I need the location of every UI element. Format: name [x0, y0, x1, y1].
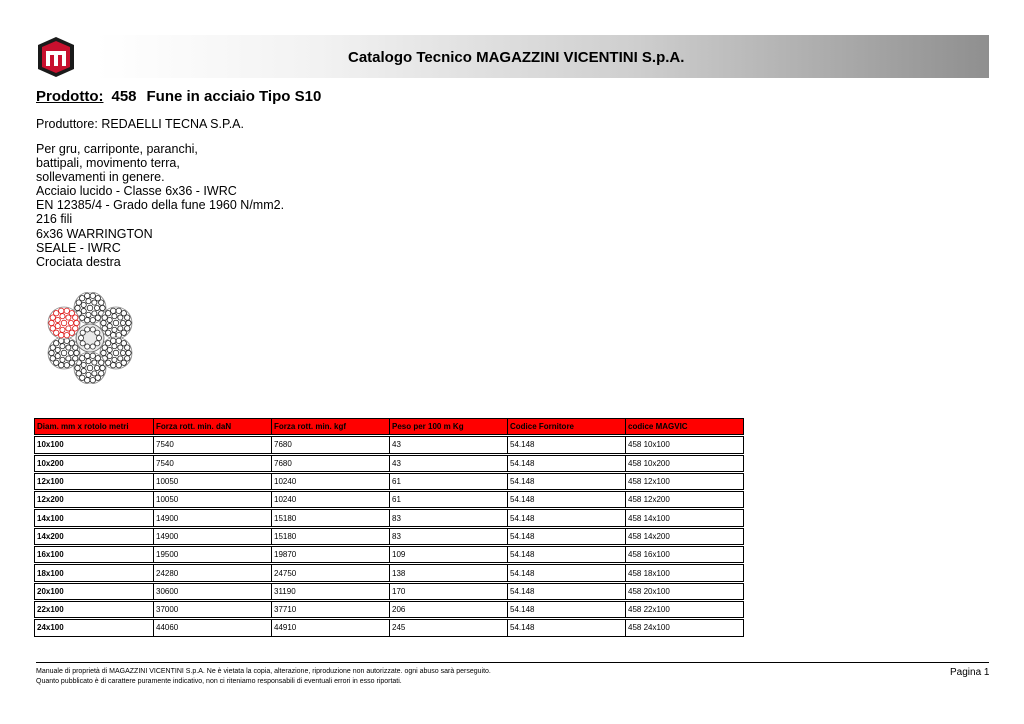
table-row: [35, 601, 744, 617]
rope-wire: [74, 350, 79, 355]
rope-wire: [86, 372, 91, 377]
table-cell: 7540: [154, 437, 272, 453]
rope-wire: [95, 330, 100, 335]
table-cell: 54.148: [508, 437, 626, 453]
table-cell: 7680: [272, 455, 390, 471]
table-cell: 458 22x100: [626, 601, 744, 617]
rope-wire: [80, 356, 85, 361]
rope-wire: [94, 365, 99, 370]
rope-wire: [116, 338, 121, 343]
column-header: Forza rott. min. kgf: [272, 419, 390, 435]
disclaimer-line: Quanto pubblicato è di carattere puramente indicativo, non ci riteniamo responsabili di eventuali errori in esso riportati.: [36, 678, 402, 685]
rope-wire: [118, 356, 123, 361]
table-row: [35, 528, 744, 544]
table-cell: 458 18x100: [626, 565, 744, 581]
rope-wire: [126, 320, 131, 325]
rope-wire: [116, 308, 121, 313]
rope-wire: [81, 302, 86, 307]
table-cell: 54.148: [508, 583, 626, 599]
rope-wire: [90, 317, 95, 322]
footer-notes: [36, 667, 491, 687]
description-line: Acciaio lucido - Classe 6x36 - IWRC: [36, 184, 237, 199]
rope-wire: [59, 308, 64, 313]
product-heading: [36, 88, 321, 105]
rope-wire: [107, 317, 112, 322]
description-line: battipali, movimento terra,: [36, 156, 180, 171]
table-cell: 14900: [154, 528, 272, 544]
column-header: Forza rott. min. daN: [154, 419, 272, 435]
size-cell: 14x100: [35, 510, 154, 526]
rope-wire: [87, 305, 93, 311]
rope-wire: [95, 341, 100, 346]
table-row: [35, 510, 744, 526]
rope-wire: [68, 320, 73, 325]
rope-wire: [107, 323, 112, 328]
description-line: EN 12385/4 - Grado della fune 1960 N/mm2.: [36, 198, 285, 213]
page-number: Pagina 1: [950, 667, 990, 678]
table-cell: 458 14x200: [626, 528, 744, 544]
table-cell: 138: [390, 565, 508, 581]
rope-wire: [99, 300, 104, 305]
table-cell: 109: [390, 547, 508, 563]
rope-wire: [55, 353, 60, 358]
rope-wire: [116, 362, 121, 367]
size-cell: 12x200: [35, 492, 154, 508]
size-cell: 10x100: [35, 437, 154, 453]
product-name: Fune in acciaio Tipo S10: [146, 88, 322, 105]
rope-wire: [64, 332, 69, 337]
table-cell: 170: [390, 583, 508, 599]
rope-wire: [86, 299, 91, 304]
table-cell: 10050: [154, 492, 272, 508]
column-header: Codice Fornitore: [508, 419, 626, 435]
product-description: [36, 142, 284, 269]
table-cell: 54.148: [508, 455, 626, 471]
rope-wire: [66, 345, 71, 350]
rope-wire: [55, 323, 60, 328]
table-cell: 44060: [154, 620, 272, 636]
size-cell: 16x100: [35, 547, 154, 563]
rope-wire: [113, 350, 119, 356]
rope-wire: [60, 314, 65, 319]
rope-wire: [81, 368, 86, 373]
rope-wire: [54, 311, 59, 316]
description-line: SEALE - IWRC: [36, 240, 121, 255]
producer-text: Produttore: REDAELLI TECNA S.P.A.: [36, 117, 244, 131]
rope-wire: [74, 320, 79, 325]
rope-wire: [61, 320, 67, 326]
magvic-logo-icon: [36, 36, 76, 78]
table-cell: 54.148: [508, 528, 626, 544]
product-label: Prodotto:: [36, 88, 104, 105]
size-cell: 14x200: [35, 528, 154, 544]
rope-wire: [64, 308, 69, 313]
table-cell: 83: [390, 528, 508, 544]
rope-wire: [66, 315, 71, 320]
table-row: [35, 473, 744, 489]
rope-wire: [87, 365, 93, 371]
description-line: Per gru, carriponte, paranchi,: [36, 142, 198, 156]
rope-wire: [86, 359, 91, 364]
rope-cross-section-image: [35, 292, 147, 384]
rope-wire: [112, 357, 117, 362]
table-cell: 31190: [272, 583, 390, 599]
column-header: codice MAGVIC: [626, 419, 744, 435]
rope-wire: [66, 356, 71, 361]
table-cell: 24750: [272, 565, 390, 581]
rope-wire: [49, 350, 54, 355]
rope-wire: [92, 371, 97, 376]
table-row: [35, 547, 744, 563]
table-cell: 458 10x200: [626, 455, 744, 471]
rope-wire: [94, 305, 99, 310]
rope-wire: [90, 293, 95, 298]
table-cell: 61: [390, 473, 508, 489]
rope-wire: [55, 317, 60, 322]
rope-wire: [59, 362, 64, 367]
size-cell: 18x100: [35, 565, 154, 581]
spec-table: [34, 418, 744, 637]
rope-wire: [92, 300, 97, 305]
rope-wire: [105, 341, 110, 346]
rope-wire: [80, 296, 85, 301]
rope-wire: [99, 360, 104, 365]
rope-wire: [92, 360, 97, 365]
rope-wire: [80, 330, 85, 335]
rope-wire: [50, 326, 55, 331]
rope-wire: [90, 353, 95, 358]
rope-wire: [73, 345, 78, 350]
rope-wire: [126, 350, 131, 355]
rope-wire: [78, 335, 83, 340]
table-cell: 37000: [154, 601, 272, 617]
table-cell: 458 16x100: [626, 547, 744, 563]
table-cell: 54.148: [508, 565, 626, 581]
size-cell: 10x200: [35, 455, 154, 471]
table-cell: 15180: [272, 510, 390, 526]
rope-wire: [105, 311, 110, 316]
table-cell: 54.148: [508, 547, 626, 563]
product-code: 458: [111, 88, 137, 105]
rope-wire: [60, 344, 65, 349]
rope-wire: [110, 338, 115, 343]
rope-wire: [120, 320, 125, 325]
rope-wire: [112, 344, 117, 349]
footer-divider: [36, 662, 989, 663]
column-header: Diam. mm x rotolo metri: [35, 419, 154, 435]
rope-wire: [59, 332, 64, 337]
rope-wire: [81, 308, 86, 313]
rope-wire: [86, 312, 91, 317]
description-line: 216 fili: [36, 212, 73, 227]
table-cell: 458 14x100: [626, 510, 744, 526]
table-row: [35, 492, 744, 508]
rope-wire: [66, 326, 71, 331]
disclaimer-line: Manuale di proprietà di MAGAZZINI VICENTINI S.p.A. Ne è vietata la copia, alterazione, riproduzione non autorizzate. ogni abuso sarà perseguito.: [36, 668, 491, 675]
rope-wire: [85, 293, 90, 298]
rope-wire: [112, 314, 117, 319]
table-cell: 19870: [272, 547, 390, 563]
table-cell: 54.148: [508, 492, 626, 508]
rope-wire: [68, 350, 73, 355]
rope-wire: [54, 341, 59, 346]
table-cell: 7680: [272, 437, 390, 453]
table-row: [35, 620, 744, 636]
table-cell: 54.148: [508, 601, 626, 617]
table-cell: 458 10x100: [626, 437, 744, 453]
rope-wire: [120, 350, 125, 355]
table-cell: 245: [390, 620, 508, 636]
size-cell: 12x100: [35, 473, 154, 489]
rope-wire: [110, 308, 115, 313]
rope-wire: [85, 344, 90, 349]
rope-wire: [81, 362, 86, 367]
rope-wire: [125, 315, 130, 320]
rope-wire: [75, 305, 80, 310]
table-cell: 43: [390, 455, 508, 471]
table-cell: 43: [390, 437, 508, 453]
table-cell: 10240: [272, 492, 390, 508]
rope-wire: [125, 345, 130, 350]
rope-wire: [76, 371, 81, 376]
table-cell: 44910: [272, 620, 390, 636]
rope-wire: [118, 315, 123, 320]
table-row: [35, 565, 744, 581]
rope-wire: [107, 353, 112, 358]
table-cell: 10050: [154, 473, 272, 489]
rope-wire: [118, 326, 123, 331]
table-cell: 61: [390, 492, 508, 508]
table-cell: 54.148: [508, 473, 626, 489]
table-cell: 14900: [154, 510, 272, 526]
rope-wire: [85, 327, 90, 332]
rope-wire: [101, 350, 106, 355]
catalog-title: Catalogo Tecnico MAGAZZINI VICENTINI S.p.A.: [348, 49, 685, 66]
rope-wire: [100, 365, 105, 370]
rope-wire: [90, 327, 95, 332]
rope-wire: [112, 327, 117, 332]
table-cell: 206: [390, 601, 508, 617]
table-cell: 54.148: [508, 620, 626, 636]
table-cell: 15180: [272, 528, 390, 544]
rope-wire: [101, 320, 106, 325]
rope-wire: [61, 350, 67, 356]
table-cell: 37710: [272, 601, 390, 617]
rope-wire: [90, 377, 95, 382]
description-line: Crociata destra: [36, 254, 121, 269]
size-cell: 20x100: [35, 583, 154, 599]
rope-wire: [50, 356, 55, 361]
rope-wire: [110, 362, 115, 367]
size-cell: 24x100: [35, 620, 154, 636]
description-line: sollevamenti in genere.: [36, 170, 165, 185]
table-header-row: [35, 419, 744, 435]
table-row: [35, 583, 744, 599]
rope-wire: [113, 320, 119, 326]
rope-wire: [85, 317, 90, 322]
table-cell: 458 24x100: [626, 620, 744, 636]
rope-wire: [60, 327, 65, 332]
rope-wire: [107, 347, 112, 352]
table-cell: 30600: [154, 583, 272, 599]
rope-wire: [85, 353, 90, 358]
table-cell: 24280: [154, 565, 272, 581]
rope-wire: [118, 345, 123, 350]
rope-wire: [73, 315, 78, 320]
rope-wire: [75, 365, 80, 370]
table-row: [35, 455, 744, 471]
rope-wire: [100, 305, 105, 310]
column-header: Peso per 100 m Kg: [390, 419, 508, 435]
rope-wire: [55, 347, 60, 352]
table-cell: 83: [390, 510, 508, 526]
rope-wire: [49, 320, 54, 325]
rope-wire: [90, 344, 95, 349]
table-cell: 458 12x200: [626, 492, 744, 508]
description-line: 6x36 WARRINGTON: [36, 226, 153, 241]
rope-wire: [80, 341, 85, 346]
table-cell: 458 20x100: [626, 583, 744, 599]
rope-wire: [64, 362, 69, 367]
rope-wire: [85, 377, 90, 382]
table-cell: 19500: [154, 547, 272, 563]
rope-wire: [60, 357, 65, 362]
rope-wire: [96, 335, 101, 340]
rope-wire: [102, 326, 107, 331]
table-cell: 54.148: [508, 510, 626, 526]
table-cell: 10240: [272, 473, 390, 489]
size-cell: 22x100: [35, 601, 154, 617]
table-cell: 7540: [154, 455, 272, 471]
rope-wire: [92, 311, 97, 316]
table-cell: 458 12x100: [626, 473, 744, 489]
table-row: [35, 437, 744, 453]
